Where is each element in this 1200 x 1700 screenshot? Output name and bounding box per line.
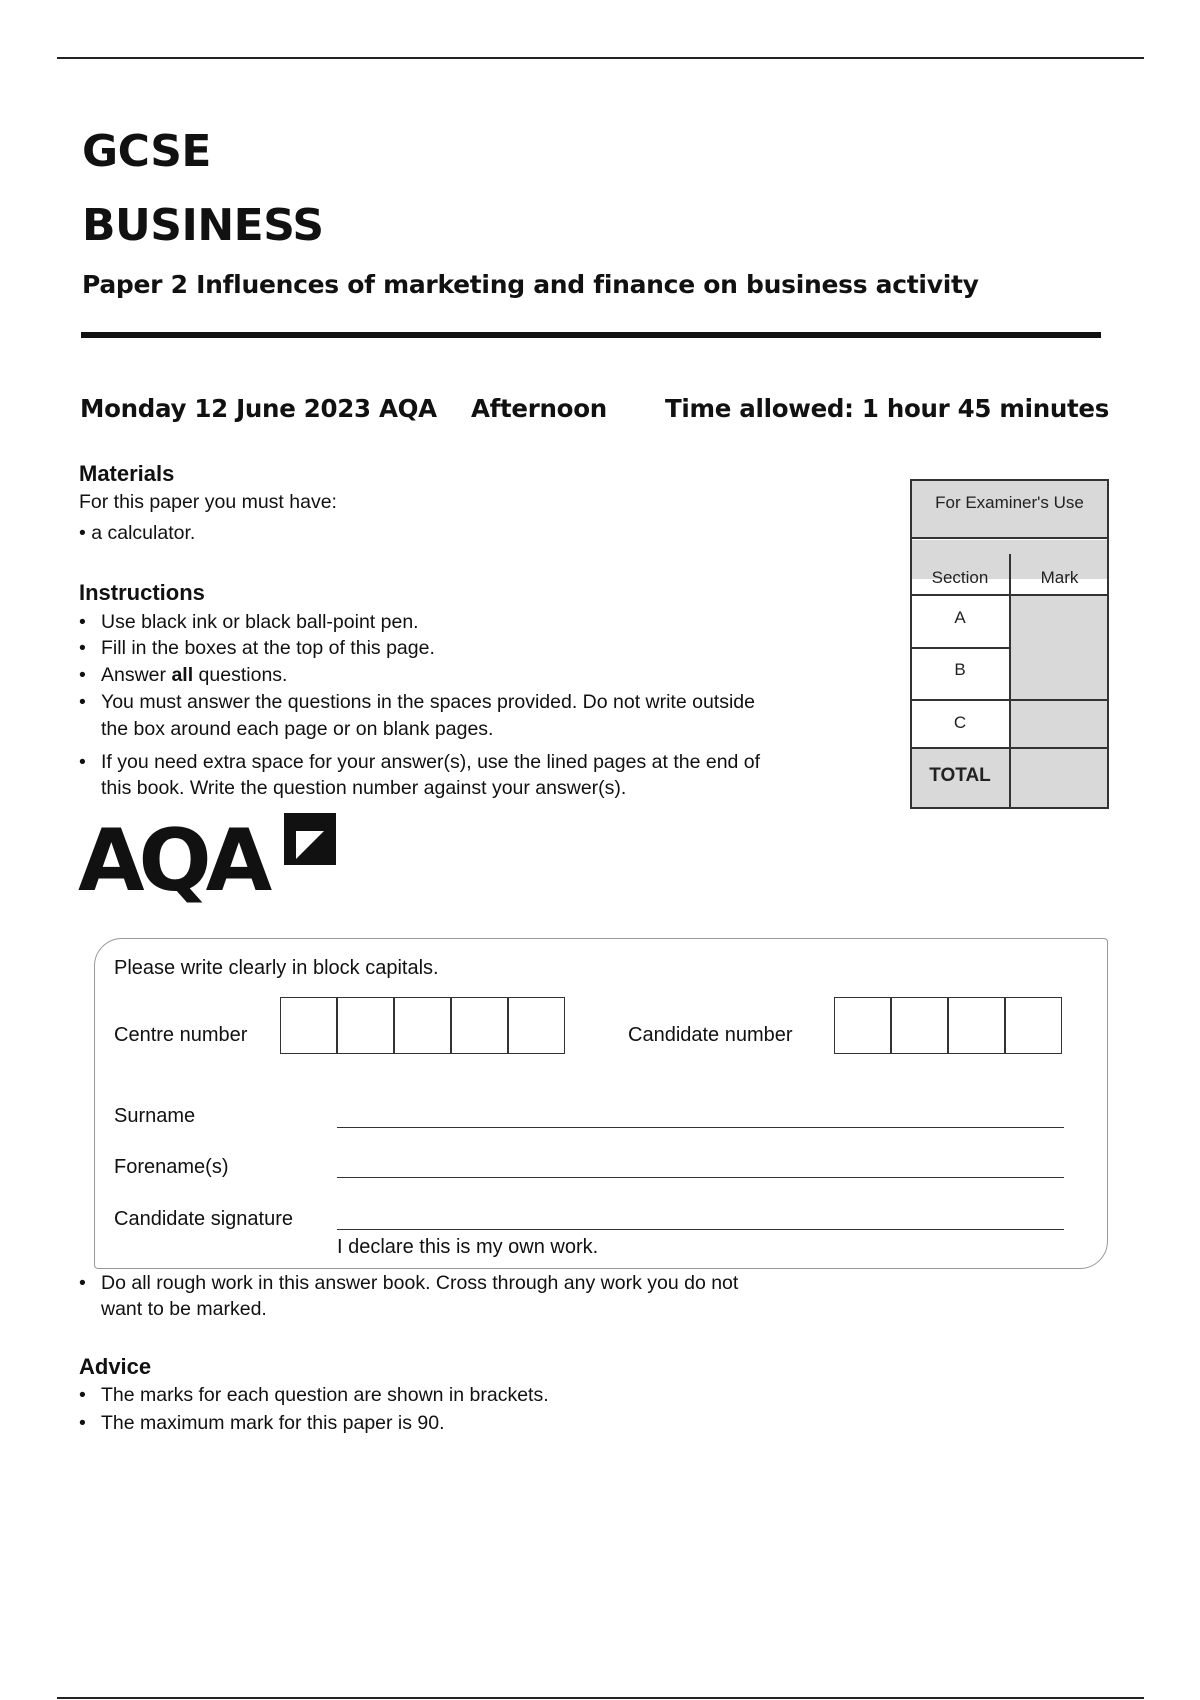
examiner-table [910, 479, 1109, 810]
candidate-number-digit[interactable] [891, 997, 948, 1054]
section-a: A [954, 608, 966, 627]
forename-label: Forename(s) [114, 1156, 229, 1178]
materials-heading: Materials [79, 461, 175, 486]
top-rule [57, 57, 1144, 59]
bottom-rule [57, 1697, 1144, 1699]
forename-field[interactable] [337, 1177, 1064, 1178]
time-allowed: Time allowed: 1 hour 45 minutes [665, 394, 1110, 423]
aqa-logo-text: AQA [78, 811, 267, 911]
section-b: B [954, 660, 966, 679]
aqa-logo [78, 808, 343, 911]
col-section-header: Section [931, 568, 989, 587]
signature-field[interactable] [337, 1229, 1064, 1230]
surname-label: Surname [114, 1105, 196, 1127]
surname-field[interactable] [337, 1127, 1064, 1128]
title-business: BUSINESS [82, 200, 324, 251]
total-label: TOTAL [929, 765, 991, 786]
materials-intro: For this paper you must have: [79, 491, 337, 513]
candidate-number-digit[interactable] [1005, 997, 1062, 1054]
centre-number-digit[interactable] [280, 997, 337, 1054]
centre-number-label: Centre number [114, 1024, 248, 1046]
declaration-text: I declare this is my own work. [337, 1236, 599, 1258]
centre-number-digit[interactable] [508, 997, 565, 1054]
materials-item: • a calculator. [79, 522, 196, 544]
candidate-number-label: Candidate number [628, 1024, 793, 1046]
block-capitals-instruction: Please write clearly in block capitals. [114, 957, 439, 979]
candidate-number-digit[interactable] [948, 997, 1005, 1054]
aqa-logo-mark [282, 811, 338, 867]
title-rule [81, 332, 1101, 338]
centre-number-digit[interactable] [451, 997, 508, 1054]
centre-number-digit[interactable] [337, 997, 394, 1054]
col-mark-header: Mark [1040, 568, 1079, 587]
signature-label: Candidate signature [114, 1208, 294, 1230]
title-gcse: GCSE [82, 126, 211, 177]
instructions-heading: Instructions [79, 580, 205, 605]
exam-date: Monday 12 June 2023 AQA [80, 394, 437, 423]
advice-heading: Advice [79, 1354, 152, 1379]
examiner-title: For Examiner's Use [935, 493, 1084, 512]
candidate-number-digit[interactable] [834, 997, 891, 1054]
paper-subtitle: Paper 2 Influences of marketing and finance on business activity [82, 270, 979, 299]
centre-number-digit[interactable] [394, 997, 451, 1054]
exam-period: Afternoon [471, 394, 607, 423]
section-c: C [953, 713, 967, 732]
